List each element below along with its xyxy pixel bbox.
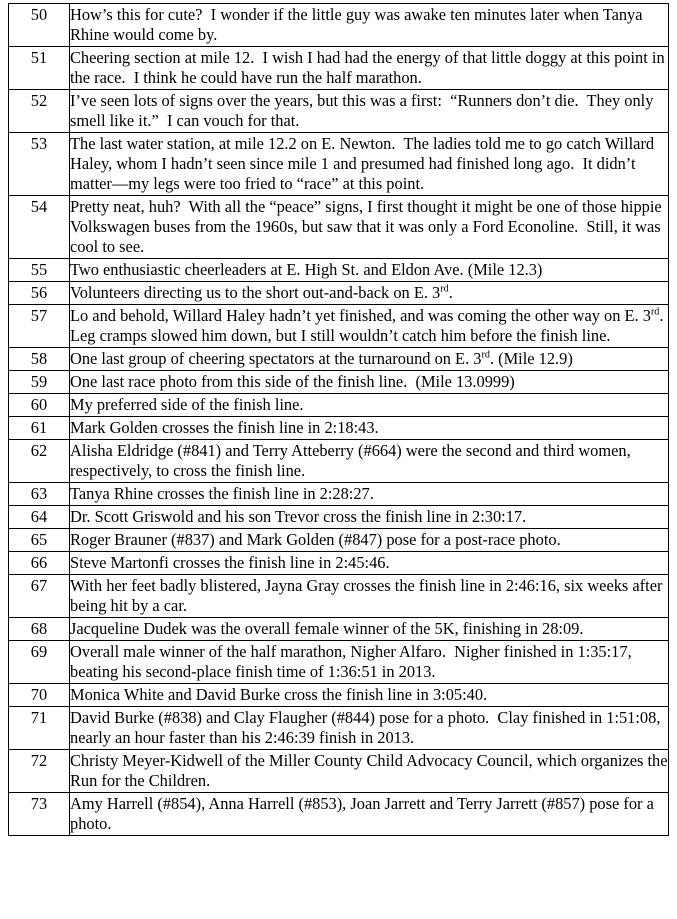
captions-table: [8, 3, 672, 836]
row-number: 66: [9, 552, 70, 575]
table-row: [9, 575, 669, 618]
row-caption: Pretty neat, huh? With all the “peace” signs, I first thought it might be one of those hippie Volkswagen buses from the 1960s, but saw that it was only a Ford Econoline. Still, it was cool to see.: [70, 196, 669, 259]
row-number: 60: [9, 394, 70, 417]
row-caption: Roger Brauner (#837) and Mark Golden (#847) pose for a post-race photo.: [70, 529, 669, 552]
row-caption: One last group of cheering spectators at the turnaround on E. 3rd. (Mile 12.9): [70, 348, 669, 371]
row-number: 69: [9, 641, 70, 684]
row-number: 67: [9, 575, 70, 618]
row-caption: Lo and behold, Willard Haley hadn’t yet finished, and was coming the other way on E. 3rd. Leg cramps slowed him down, but I still wouldn’t catch him before the finish line.: [70, 305, 669, 348]
row-caption: I’ve seen lots of signs over the years, but this was a first: “Runners don’t die. They only smell like it.” I can vouch for that.: [70, 90, 669, 133]
table-row: [9, 641, 669, 684]
captions-table-body: [9, 4, 672, 836]
row-number: 68: [9, 618, 70, 641]
row-caption: Two enthusiastic cheerleaders at E. High St. and Eldon Ave. (Mile 12.3): [70, 259, 669, 282]
row-number: 61: [9, 417, 70, 440]
row-number: 54: [9, 196, 70, 259]
row-caption: Mark Golden crosses the finish line in 2:18:43.: [70, 417, 669, 440]
row-caption: Overall male winner of the half marathon, Nigher Alfaro. Nigher finished in 1:35:17, beating his second-place finish time of 1:36:51 in 2013.: [70, 641, 669, 684]
row-caption: Cheering section at mile 12. I wish I had had the energy of that little doggy at this point in the race. I think he could have run the half marathon.: [70, 47, 669, 90]
row-caption: Amy Harrell (#854), Anna Harrell (#853), Joan Jarrett and Terry Jarrett (#857) pose for a photo.: [70, 793, 669, 836]
row-number: 64: [9, 506, 70, 529]
row-caption: Christy Meyer-Kidwell of the Miller County Child Advocacy Council, which organizes the Run for the Children.: [70, 750, 669, 793]
row-caption: The last water station, at mile 12.2 on E. Newton. The ladies told me to go catch Willard Haley, whom I hadn’t seen since mile 1 and presumed had finished long ago. It didn’t matter—my legs were too fried to “race” at this point.: [70, 133, 669, 196]
row-caption: Volunteers directing us to the short out-and-back on E. 3rd.: [70, 282, 669, 305]
table-row: [9, 259, 669, 282]
table-row: [9, 133, 669, 196]
row-caption: Steve Martonfi crosses the finish line in 2:45:46.: [70, 552, 669, 575]
ordinal-superscript: rd: [481, 349, 490, 361]
row-number: 73: [9, 793, 70, 836]
row-number: 50: [9, 4, 70, 47]
table-row: [9, 371, 669, 394]
table-row: [9, 483, 669, 506]
ordinal-superscript: rd: [440, 283, 449, 295]
row-number: 52: [9, 90, 70, 133]
row-number: 51: [9, 47, 70, 90]
row-number: 59: [9, 371, 70, 394]
row-caption: Monica White and David Burke cross the finish line in 3:05:40.: [70, 684, 669, 707]
row-number: 63: [9, 483, 70, 506]
row-number: 70: [9, 684, 70, 707]
row-caption: How’s this for cute? I wonder if the little guy was awake ten minutes later when Tanya Rhine would come by.: [70, 4, 669, 47]
table-row: [9, 394, 669, 417]
table-row: [9, 684, 669, 707]
row-caption: Alisha Eldridge (#841) and Terry Atteberry (#664) were the second and third women, respectively, to cross the finish line.: [70, 440, 669, 483]
row-number: 56: [9, 282, 70, 305]
table-row: [9, 707, 669, 750]
table-row: [9, 282, 669, 305]
row-caption: Tanya Rhine crosses the finish line in 2:28:27.: [70, 483, 669, 506]
table-row: [9, 529, 669, 552]
table-row: [9, 348, 669, 371]
table-row: [9, 750, 669, 793]
row-number: 65: [9, 529, 70, 552]
row-caption: With her feet badly blistered, Jayna Gray crosses the finish line in 2:46:16, six weeks after being hit by a car.: [70, 575, 669, 618]
row-number: 57: [9, 305, 70, 348]
row-number: 71: [9, 707, 70, 750]
row-caption: One last race photo from this side of the finish line. (Mile 13.0999): [70, 371, 669, 394]
row-caption: Dr. Scott Griswold and his son Trevor cross the finish line in 2:30:17.: [70, 506, 669, 529]
table-row: [9, 618, 669, 641]
table-row: [9, 196, 669, 259]
row-number: 53: [9, 133, 70, 196]
table-row: [9, 440, 669, 483]
row-number: 62: [9, 440, 70, 483]
row-caption: My preferred side of the finish line.: [70, 394, 669, 417]
row-caption: David Burke (#838) and Clay Flaugher (#844) pose for a photo. Clay finished in 1:51:08, nearly an hour faster than his 2:46:39 finish in 2013.: [70, 707, 669, 750]
row-number: 58: [9, 348, 70, 371]
row-number: 72: [9, 750, 70, 793]
ordinal-superscript: rd: [650, 306, 660, 318]
table-row: [9, 506, 669, 529]
table-row: [9, 47, 669, 90]
table-row: [9, 305, 669, 348]
table-row: [9, 417, 669, 440]
table-row: [9, 793, 669, 836]
table-row: [9, 90, 669, 133]
table-row: [9, 4, 669, 47]
row-caption: Jacqueline Dudek was the overall female winner of the 5K, finishing in 28:09.: [70, 618, 669, 641]
row-number: 55: [9, 259, 70, 282]
table-row: [9, 552, 669, 575]
